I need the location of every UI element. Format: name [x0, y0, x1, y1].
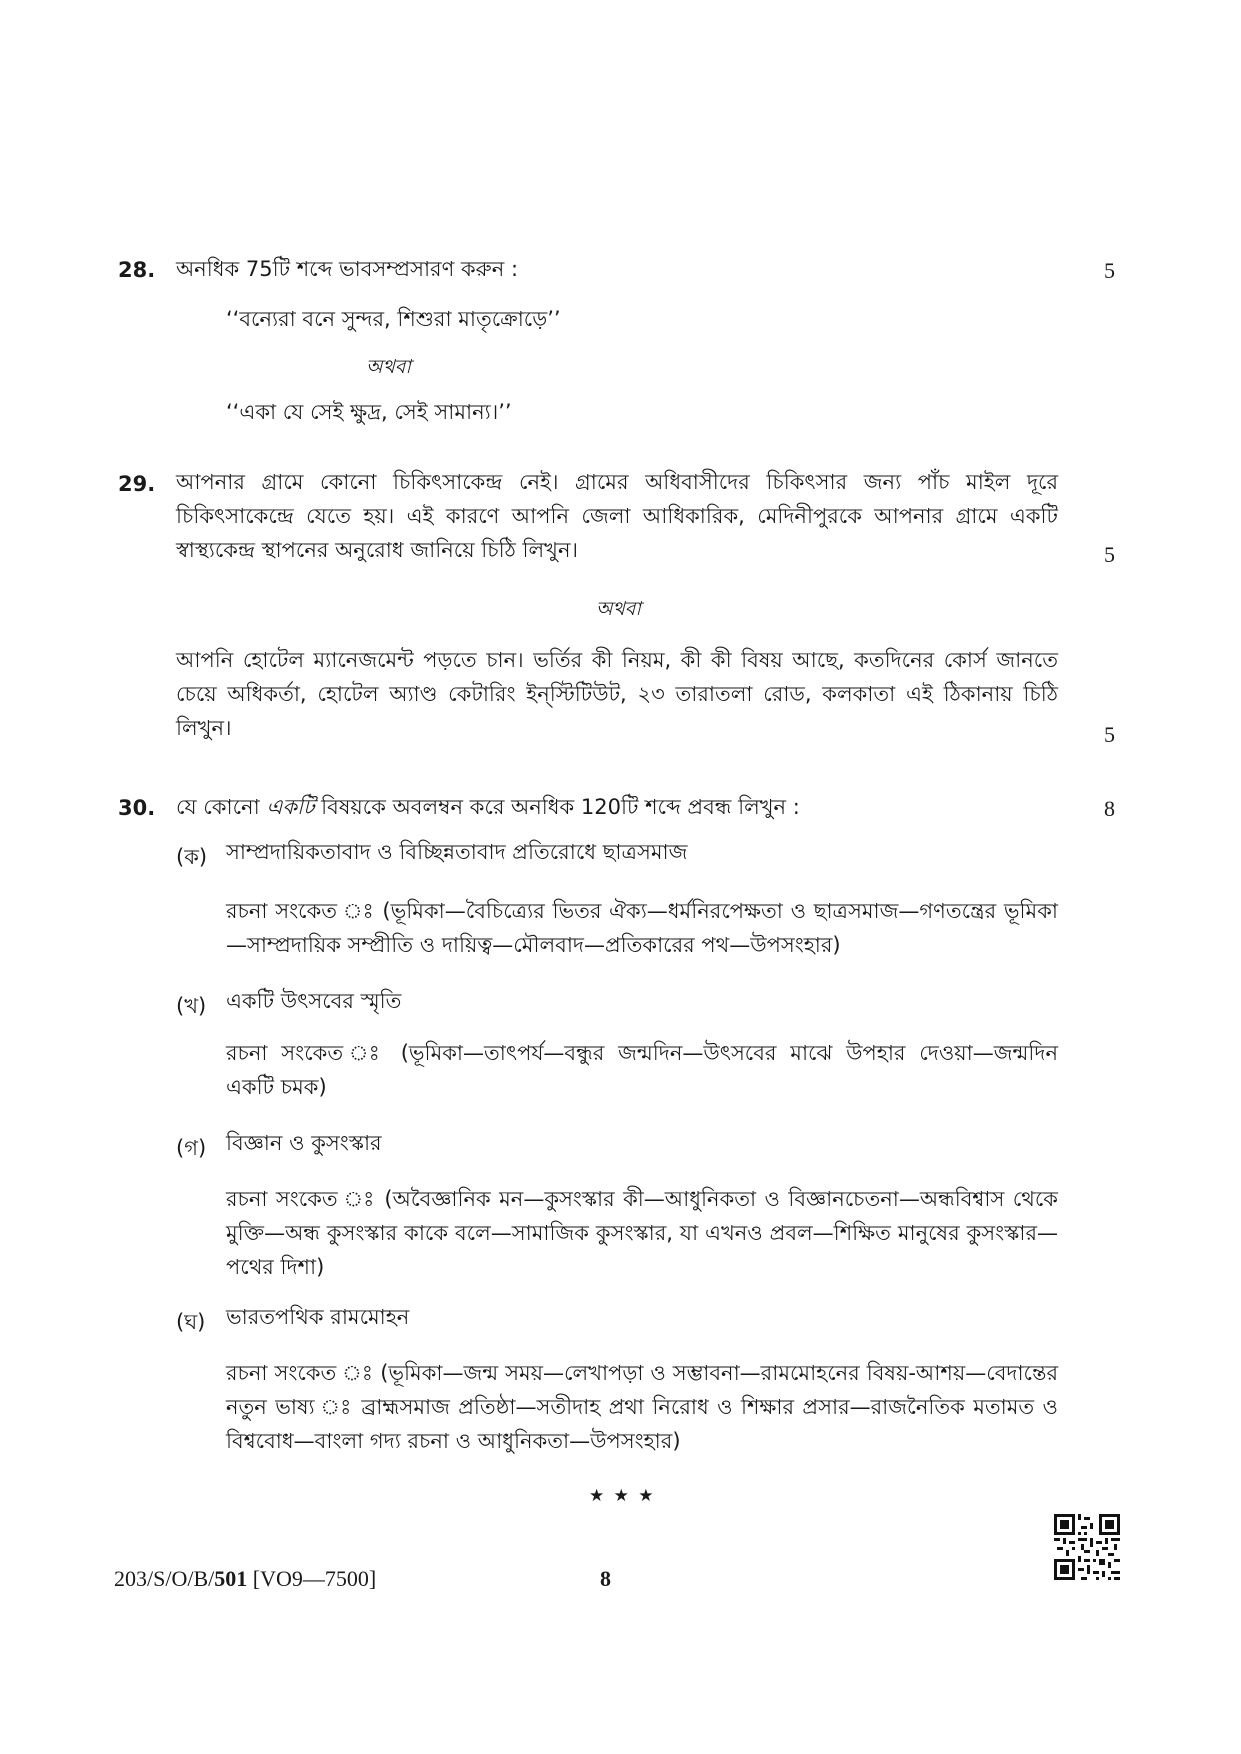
q30-prompt-italic: একটি [266, 795, 315, 819]
q29-alt-marks: 5 [1104, 722, 1115, 747]
qr-code-graphic [1054, 1514, 1120, 1580]
q28-or: অথবা [366, 356, 411, 378]
end-mark: ★ ★ ★ [589, 1486, 656, 1506]
option-title: সাম্প্রদায়িকতাবাদ ও বিচ্ছিন্নতাবাদ প্রতিরোধে ছাত্রসমাজ [226, 840, 688, 864]
option-hint: রচনা সংকেত ঃ (অবৈজ্ঞানিক মন—কুসংস্কার কী—আধুনিকতা ও বিজ্ঞানচেতনা—অন্ধবিশ্বাস থেকে মুক্তি—অন্ধ কুসংস্কার কাকে বলে—সামাজিক কুসংস্কার, যা এখনও প্রবল—শিক্ষিত মানুষের কুসংস্কার—পথের দিশা) [226, 1187, 1058, 1279]
option-hint: রচনা সংকেত ঃ (ভূমিকা—বৈচিত্র্যের ভিতর ঐক্য—ধর্মনিরপেক্ষতা ও ছাত্রসমাজ—গণতন্ত্রের ভূমিকা—সাম্প্রদায়িক সম্প্রীতি ও দায়িত্ব—মৌলবাদ—প্রতিকারের পথ—উপসংহার) [226, 899, 1058, 957]
option-hint: রচনা সংকেত ঃ (ভূমিকা—জন্ম সময়—লেখাপড়া ও সম্ভাবনা—রামমোহনের বিষয়-আশয়—বেদান্তের নতুন ভাষ্য ঃ ব্রাহ্মসমাজ প্রতিষ্ঠা—সতীদাহ প্রথা নিরোধ ও শিক্ষার প্রসার—রাজনৈতিক মতামত ও বিশ্ববোধ—বাংলা গদ্য রচনা ও আধুনিকতা—উপসংহার) [226, 1361, 1058, 1453]
footer-code [114, 1566, 376, 1592]
footer-code-prefix: 203/S/O/B/ [114, 1566, 215, 1591]
option-label: (খ) [176, 994, 207, 1018]
option-label: (গ) [176, 1136, 207, 1160]
option-label: (ঘ) [176, 1310, 206, 1334]
q29-marks: 5 [1104, 542, 1115, 567]
footer-code-suffix: [VO9—7500] [247, 1566, 377, 1591]
q30-number: 30. [118, 796, 156, 820]
q30-marks: 8 [1104, 796, 1115, 821]
q30-prompt-pre: যে কোনো [176, 795, 267, 819]
footer-code-bold: 501 [214, 1566, 248, 1591]
q28-quote-1: ‘‘বন্যেরা বনে সুন্দর, শিশুরা মাতৃক্রোড়ে’’ [226, 307, 561, 331]
option-title: ভারতপথিক রামমোহন [226, 1305, 410, 1329]
q30-prompt [176, 790, 800, 824]
option-title: বিজ্ঞান ও কুসংস্কার [226, 1131, 382, 1155]
qr-code-icon [1054, 1514, 1120, 1580]
q28-marks: 5 [1104, 258, 1115, 283]
option-title: একটি উৎসবের স্মৃতি [226, 989, 402, 1013]
q30-prompt-post: বিষয়কে অবলম্বন করে অনধিক 120টি শব্দে প্রবন্ধ লিখুন : [314, 795, 800, 819]
q29-text: আপনার গ্রামে কোনো চিকিৎসাকেন্দ্র নেই। গ্রামের অধিবাসীদের চিকিৎসার জন্য পাঁচ মাইল দূরে চিকিৎসাকেন্দ্রে যেতে হয়। এই কারণে আপনি জেলা আধিকারিক, মেদিনীপুরকে আপনার গ্রামে একটি স্বাস্থ্যকেন্দ্র স্থাপনের অনুরোধ জানিয়ে চিঠি লিখুন। [176, 470, 1058, 562]
q29-or: অথবা [596, 598, 641, 620]
q29-number: 29. [118, 472, 156, 496]
q28-number: 28. [118, 258, 156, 282]
option-hint: রচনা সংকেত ঃ (ভূমিকা—তাৎপর্য—বন্ধুর জন্মদিন—উৎসবের মাঝে উপহার দেওয়া—জন্মদিন একটি চমক) [226, 1041, 1058, 1099]
q29-alt-text: আপনি হোটেল ম্যানেজমেন্ট পড়তে চান। ভর্তির কী নিয়ম, কী কী বিষয় আছে, কতদিনের কোর্স জানতে চেয়ে অধিকর্তা, হোটেল অ্যাণ্ড কেটারিং ইন্‌স্টিটিউট, ২৩ তারাতলা রোড, কলকাতা এই ঠিকানায় চিঠি লিখুন। [176, 648, 1058, 740]
q28-quote-2: ‘‘একা যে সেই ক্ষুদ্র, সেই সামান্য।’’ [226, 400, 512, 424]
q28-prompt: অনধিক 75টি শব্দে ভাবসম্প্রসারণ করুন : [176, 257, 519, 281]
page-number: 8 [600, 1566, 611, 1591]
option-label: (ক) [176, 845, 208, 869]
